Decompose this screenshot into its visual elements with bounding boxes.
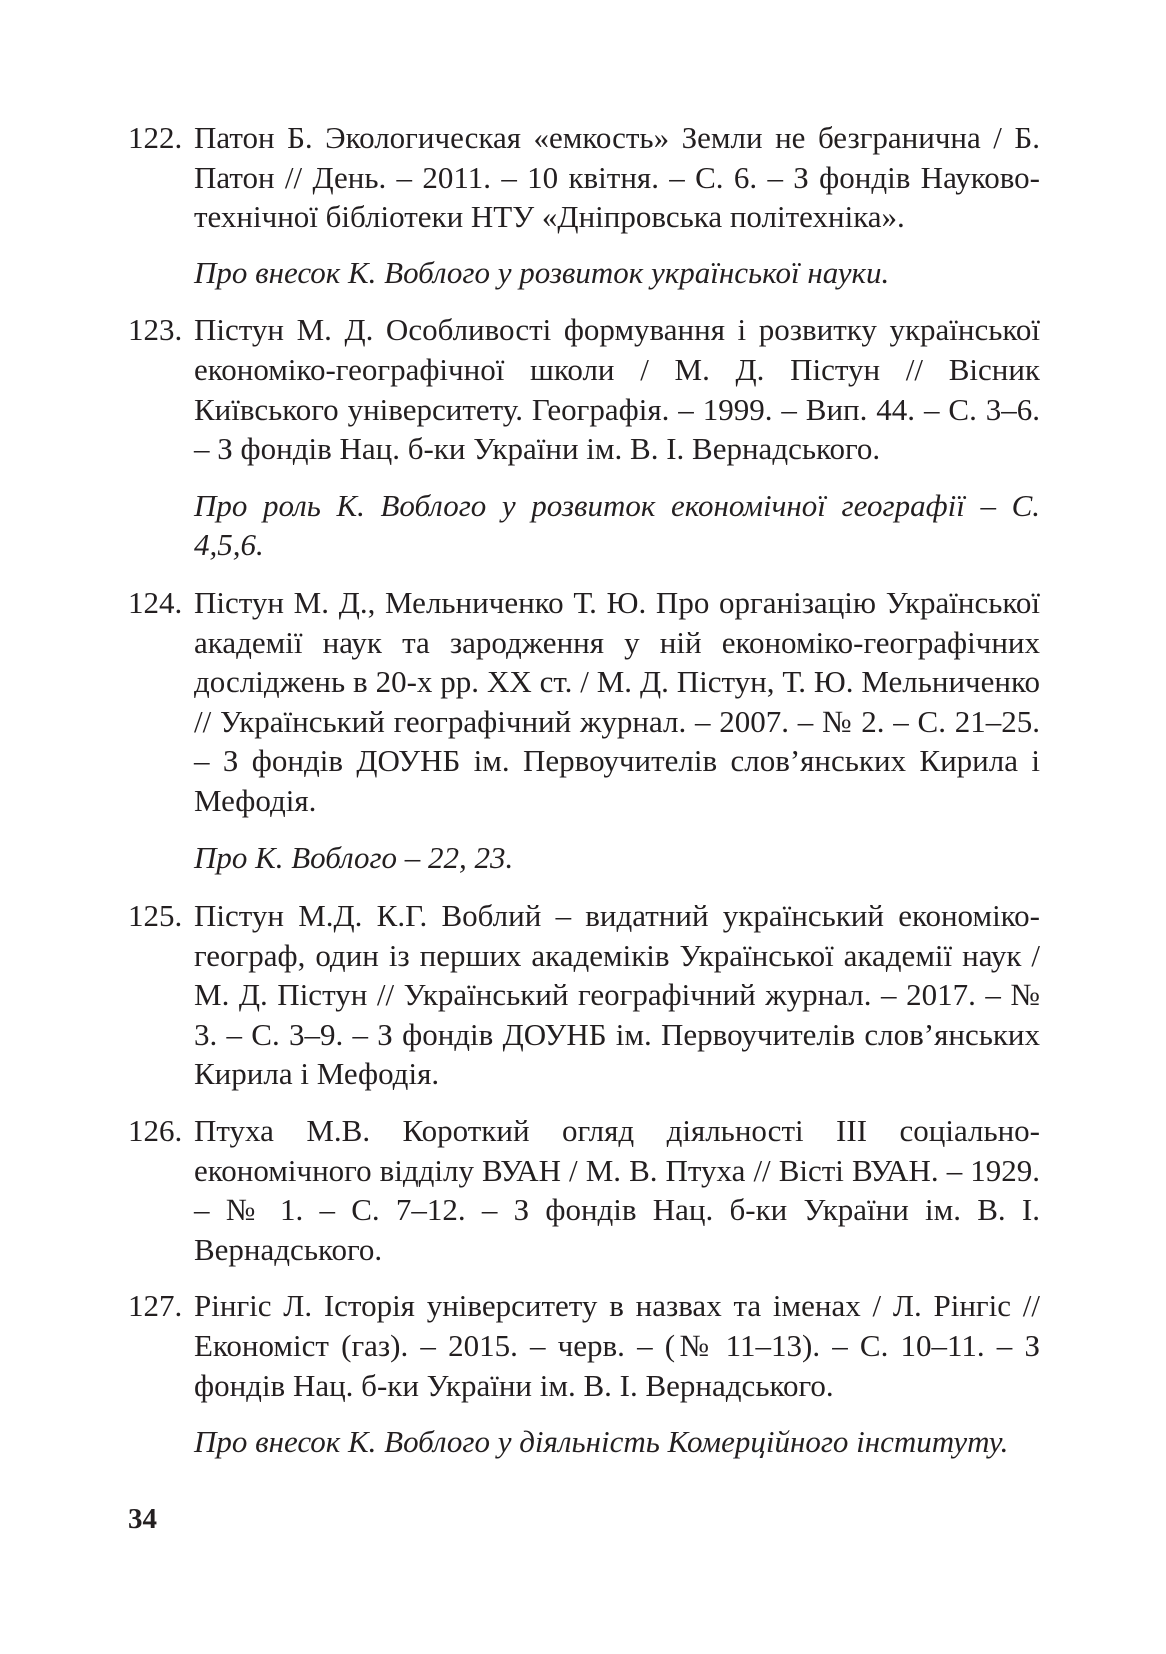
bibliography-entry-125 bbox=[128, 896, 1040, 1094]
bibliography-entry-126 bbox=[128, 1111, 1040, 1269]
bibliography-list bbox=[128, 118, 1040, 1480]
entry-number: 124. bbox=[128, 584, 183, 620]
bibliography-entry-124 bbox=[128, 583, 1040, 821]
entry-number: 122. bbox=[128, 120, 183, 155]
entry-citation: Пістун М.Д. К.Г. Воблий – видатний український економіко-географ, один із перших академіків Української академії наук / М. Д. Пістун // Український географічний журнал. – 2017. – № 3. – С. 3–9. – З фондів ДОУНБ ім. Первоучителів слов’янських Кирила і Мефодія. bbox=[194, 898, 1040, 1092]
bibliography-entry-127 bbox=[128, 1286, 1040, 1405]
entry-annotation: Про роль К. Воблого у розвиток економічної географії – С. 4,5,6. bbox=[194, 487, 1040, 563]
entry-number: 123. bbox=[128, 312, 183, 348]
bibliography-entry-122 bbox=[128, 118, 1040, 237]
entry-annotation: Про внесок К. Воблого у розвиток української науки. bbox=[194, 254, 890, 290]
entry-citation: Пістун М. Д., Мельниченко Т. Ю. Про організацію Української академії наук та зародження у ній економіко-географічних досліджень в 20-х рр. ХХ ст. / М. Д. Пістун, Т. Ю. Мельниченко // Український географічний журнал. – 2007. – № 2. – С. 21–25. – З фондів ДОУНБ ім. Первоучителів слов’янських Кирила і Мефодія. bbox=[194, 584, 1040, 818]
entry-citation: Пістун М. Д. Особливості формування і розвитку української економіко-географічної школи / М. Д. Пістун // Вісник Київського університету. Географія. – 1999. – Вип. 44. – С. 3–6. – З фондів Нац. б-ки України ім. В. І. Вернадського. bbox=[194, 312, 1040, 467]
entry-citation: Патон Б. Экологическая «емкость» Земли не безгранична / Б. Патон // День. – 2011. – 10 квітня. – С. 6. – З фондів Науково-технічної бібліотеки НТУ «Дніпровська політехніка». bbox=[194, 120, 1040, 235]
entry-annotation: Про внесок К. Воблого у діяльність Комерційного інституту. bbox=[194, 1424, 1009, 1460]
bibliography-entry-123 bbox=[128, 310, 1040, 468]
entry-number: 125. bbox=[128, 898, 183, 934]
entry-citation: Рінгіс Л. Історія університету в назвах та іменах / Л. Рінгіс // Економіст (газ). – 2015. – черв. – (№ 11–13). – С. 10–11. – З фондів Нац. б-ки України ім. В. І. Вернадського. bbox=[194, 1288, 1040, 1403]
entry-annotation: Про К. Воблого – 22, 23. bbox=[194, 839, 514, 875]
page-number: 34 bbox=[128, 1503, 157, 1535]
entry-number: 126. bbox=[128, 1113, 183, 1149]
entry-number: 127. bbox=[128, 1288, 183, 1324]
entry-citation: Птуха М.В. Короткий огляд діяльності ІІІ соціально-економічного відділу ВУАН / М. В. Птуха // Вісті ВУАН. – 1929. – № 1. – С. 7–12. – З фондів Нац. б-ки України ім. В. І. Вернадського. bbox=[194, 1113, 1040, 1267]
